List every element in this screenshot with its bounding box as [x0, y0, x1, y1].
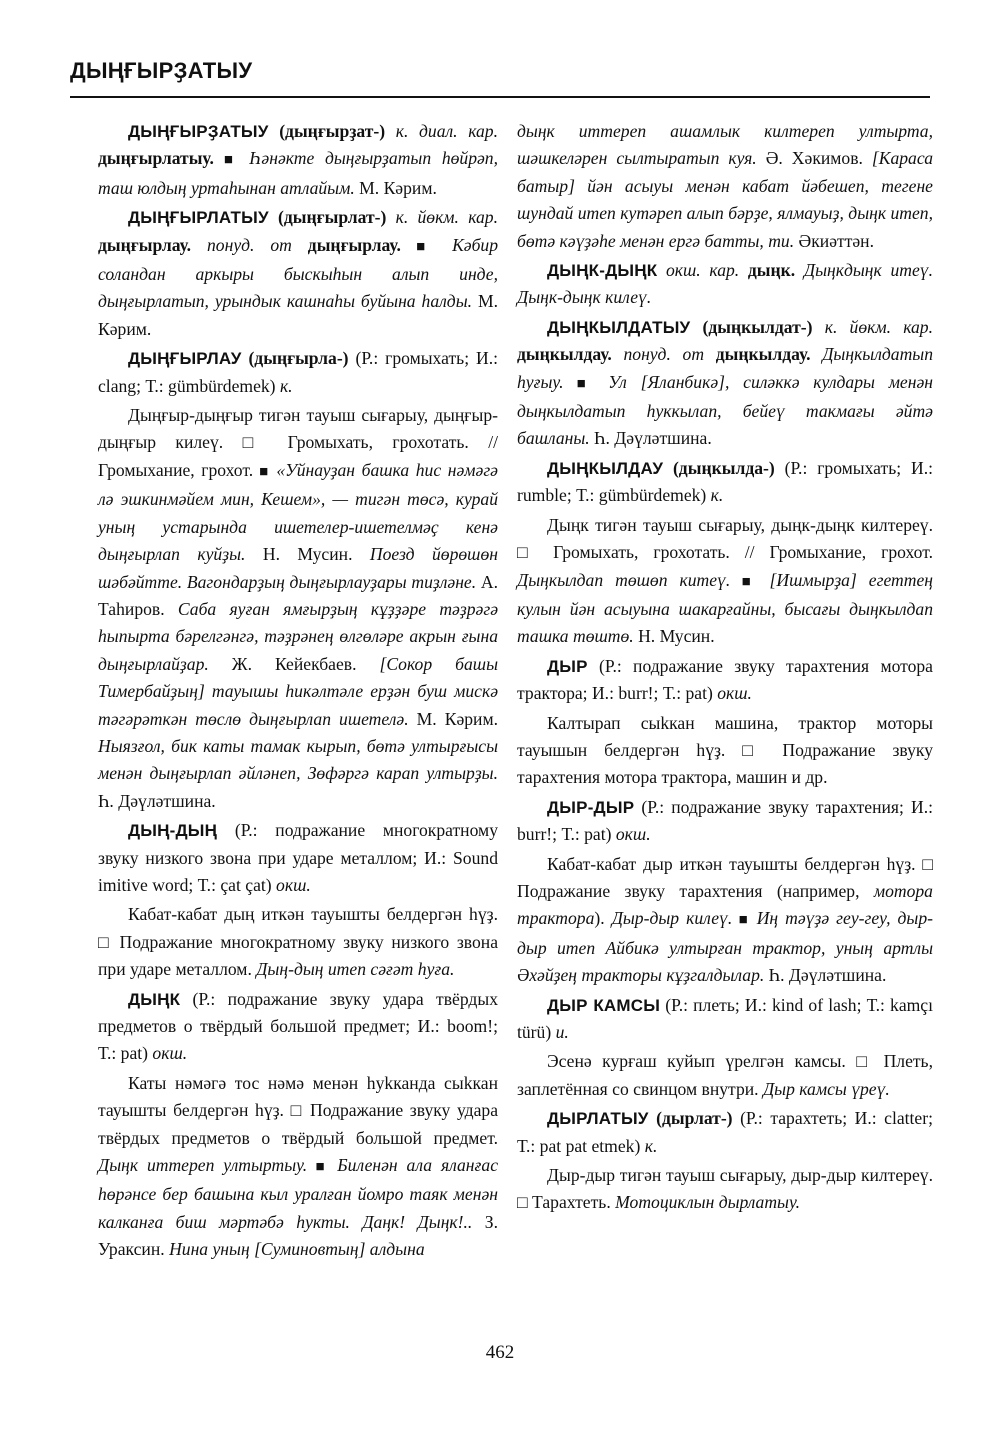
running-head: ДЫҢҒЫРҘАТЫУ: [70, 58, 253, 83]
entry-dyngkyldatyu: ДЫҢКЫЛДАТЫУ (дыңкылдат-) к. йөкм. кар. дыңкылдау. понуд. от дыңкылдау. Дыңкылдатып һуғыу. ■ Ул [Яланбикә], силәккә кулдары менән дыңкылдатып һуккылап, бейеү такмағы әйтә башланы. Һ. Дәүләтшина.: [517, 316, 934, 449]
header-rule: [70, 96, 930, 98]
entry-dyngyrlau: ДЫҢҒЫРЛАУ (дыңғырла-) (Р.: громыхать; И.: clang; Т.: gümbürdemek) к.: [98, 348, 498, 396]
right-column: [517, 118, 933, 1219]
entry-dyrlatyu: ДЫРЛАТЫУ (дырлат-) (Р.: тарахтеть; И.: clatter; Т.: pat pat etmek) к.: [517, 1108, 933, 1156]
entry-dyr-definition: Калтырап сыkкан машина, трактор моторы тауышын белдергән һүҙ. □ Подражание звуку тарахтения мотора трактора, машин и др.: [517, 712, 934, 788]
entry-dyrlatyu-definition: Дыр-дыр тигән тауыш сығарыу, дыр-дыр килтереү. □ Тарахтеть. Мотоциклын дырлатыу.: [517, 1165, 933, 1213]
page-number: 462: [485, 1342, 515, 1363]
left-column: [98, 118, 498, 1266]
entry-dyngyrlatyu: ДЫҢҒЫРЛАТЫУ (дыңғырлат-) к. йөкм. кар. дыңғырлау. понуд. от дыңғырлау. ■ Кәбир соландан аркыры быскыһын алып инде, дыңғырлатып, урындык кашнаһы буйына һалды. М. Кәрим.: [98, 207, 499, 339]
entry-dyr-dyr-definition: Кабат-кабат дыр иткән тауышты белдергән һүҙ. □ Подражание звуку тарахтения (например, мотора трактора). Дыр-дыр килеү. ■ Иң тәүҙә геу-геу, дыр-дыр итеп Айбикә ултырған трактор, уның артлы Әхәйҙең тракторы кұҙгалдылар. Һ. Дәүләтшина.: [517, 853, 933, 986]
entry-dyr-dyr: ДЫР-ДЫР (Р.: подражание звуку тарахтения; И.: burr!; Т.: pat) окш.: [517, 796, 933, 845]
entry-dyngyrzatyu: ДЫҢҒЫРҘАТЫУ (дыңғырҙат-) к. диал. кар. дыңғырлатыу. ■ Һәнәкте дыңғырҙатып һөйрәп, таш юлдың уртаһынан атлайым. М. Кәрим.: [98, 121, 499, 198]
entry-dyngkyldau: ДЫҢКЫЛДАУ (дыңкылда-) (Р.: громыхать; И.: rumble; Т.: gümbürdemek) к.: [517, 457, 933, 506]
entry-dyngkyldau-definition: Дыңк тигән тауыш сығарыу, дыңк-дыңк килтереү. □ Громыхать, грохотать. // Громыхание, грохот. Дыңкылдап төшөп китеү. ■ [Ишмырҙа] егеттең кулын йән асыуына шакарғайны, бысағы дыңкылдап ташка төштө. Н. Мусин.: [517, 514, 934, 647]
entry-dyngk: ДЫҢК (Р.: подражание звуку удара твёрдых предметов о твёрдый большой предмет; И.: boom!; Т.: pat) окш.: [98, 988, 498, 1064]
entry-dyngk-definition: Каты нәмәгә тос нәмә менән һуkканда сыkкан тауышты белдергән һүҙ. □ Подражание звуку удара твёрдых предметов о твёрдый большой предмет. Дыңк иттереп ултыртыу. ■ Биленән ала яланғас һөрәнсе бер башына кыл уралған йомро таяк менән калканға биш мәртәбә һукты. Даңк! Дыңк!.. З. Ураксин. Нина уның [Суминовтың] алдына: [98, 1072, 499, 1260]
entry-dyng-dyng-definition: Кабат-кабат дың иткән тауышты белдергән һүҙ. □ Подражание многократному звуку низкого звона при ударе металлом. Дың-дың итеп сәғәт һуға.: [98, 904, 498, 980]
entry-dyngk-continuation: дыңк иттереп ашамлык килтереп ултырта, шәшкеләрен сылтыратып куя. Ә. Хәкимов. [Караса батыр] йән асыуы менән кабат йәбешеп, тегене шундай итеп кутәреп алып бәрҙе, ялмауыҙ, дыңк итеп, бөтә кәүҙәһе менән ергә батты, ти. Әкиәттән.: [517, 121, 933, 251]
entry-dyngk-dyngk: ДЫҢК-ДЫҢК окш. кар. дыңк. Дыңкдыңк итеү. Дыңк-дыңк килеү.: [517, 260, 933, 308]
entry-dyr-kamsy: ДЫР КАМСЫ (Р.: плеть; И.: kind of lash; Т.: kamçı türü) и.: [517, 994, 934, 1042]
entry-dyr-kamsy-definition: Эсенә курғаш куйып үрелгән камсы. □ Плеть, заплетённая со свинцом внутри. Дыр камсы үреү.: [517, 1051, 933, 1099]
entry-dyngyrlau-definition: Дыңғыр-дыңғыр тигән тауыш сығарыу, дыңғыр-дыңғыр килеү. □ Громыхать, грохотать. // Громыхание, грохот. ■ «Уйнауҙан башка һис нәмәгә лә эшкинмәйем мин, Кешем», — тигән төсә, курай уның устарында ишетелер-ишетелмәҫ кенә дыңғырлап куйҙы. Н. Мусин. Поезд йөрөшөн шәбәйтте. Вагондарҙың дыңғырлауҙары тиҙләне. А. Таһиров. Саба яуған ямғырҙың кұҙҙәре тәҙрәгә һыпырта бәрелгәнгә, тәҙрәнең өлгөләре акрын ғына дыңғырлайҙар. Ж. Кейекбаев. [Сокор башы Тимербайҙың] тауышы һикәлтәле ерҙән буш мискә тәгәрәткән төслө дыңғырлап ишетелә. М. Кәрим. Ныязғол, бик каты тамак кырып, бөтә ултырғысы менән дыңғырлап әйләнеп, Зөфәргә карап ултырҙы. Һ. Дәүләтшина.: [98, 405, 498, 811]
entry-dyng-dyng: ДЫҢ-ДЫҢ (Р.: подражание многократному звуку низкого звона при ударе металлом; И.: Sound imitive word; Т.: çat çat) окш.: [98, 820, 498, 895]
entry-dyr: ДЫР (Р.: подражание звуку тарахтения мотора трактора; И.: burr!; Т.: pat) окш.: [517, 655, 933, 704]
